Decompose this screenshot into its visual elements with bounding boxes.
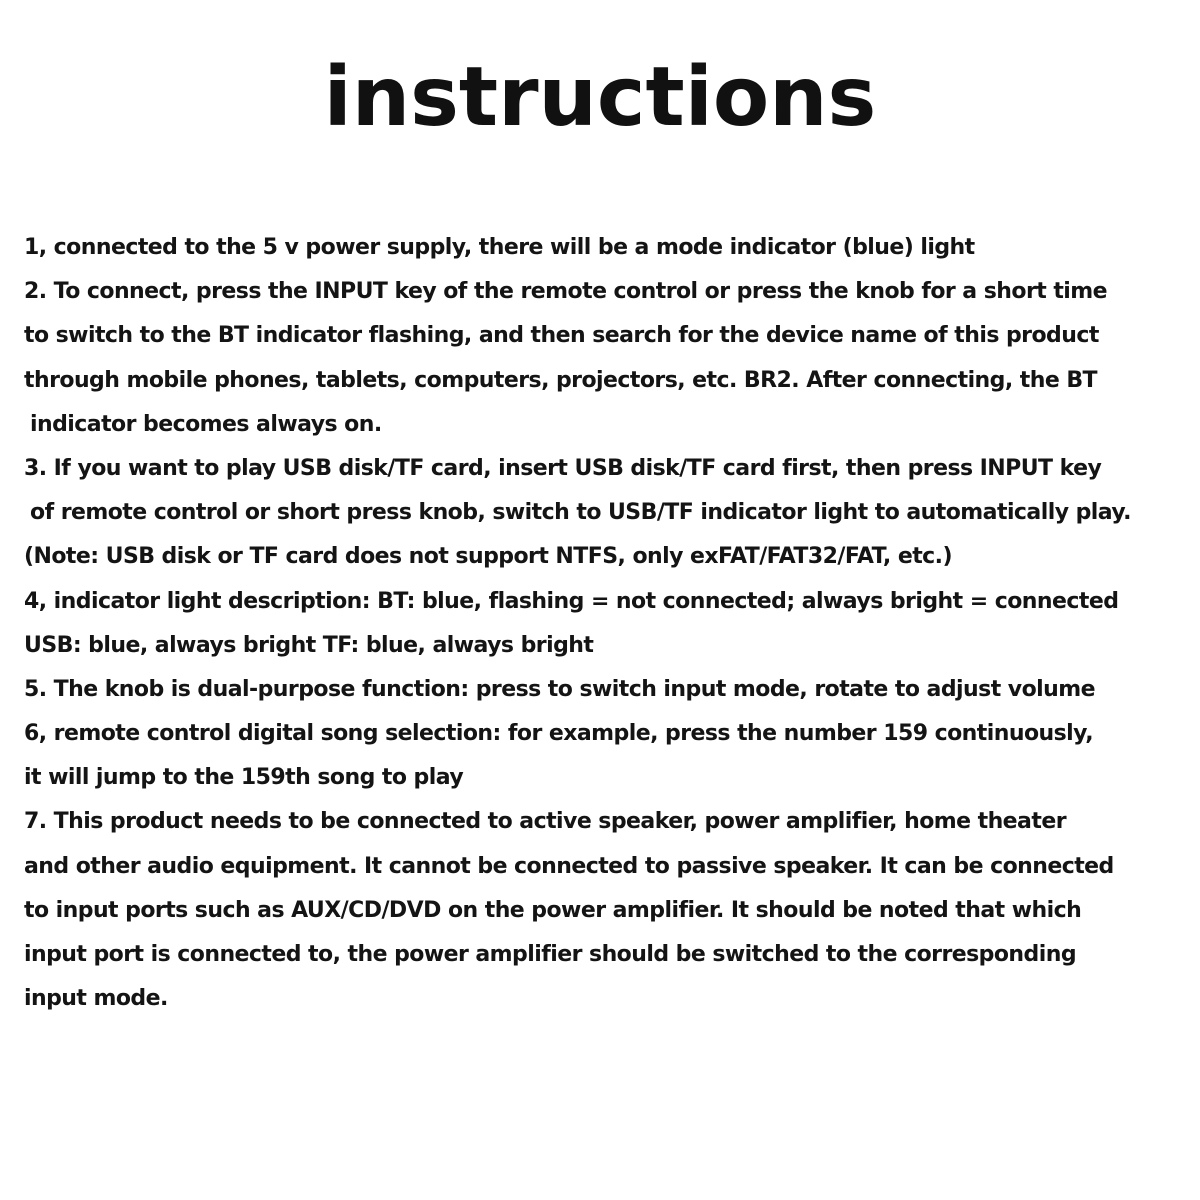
text-line: 4, indicator light description: BT: blue, flashing = not connected; always bright = connected bbox=[24, 588, 1119, 614]
text-line: to input ports such as AUX/CD/DVD on the power amplifier. It should be noted that which bbox=[24, 897, 1082, 923]
text-line: (Note: USB disk or TF card does not support NTFS, only exFAT/FAT32/FAT, etc.) bbox=[24, 544, 952, 570]
text-line: 5. The knob is dual-purpose function: press to switch input mode, rotate to adjust volume bbox=[24, 676, 1095, 702]
text-line: input mode. bbox=[24, 986, 168, 1012]
text-line: 2. To connect, press the INPUT key of the remote control or press the knob for a short time bbox=[24, 279, 1108, 305]
text-line: 6, remote control digital song selection: for example, press the number 159 continuously, bbox=[24, 721, 1094, 747]
instructions-body bbox=[24, 226, 1194, 1021]
text-line: input port is connected to, the power amplifier should be switched to the corresponding bbox=[24, 942, 1077, 967]
text-line: 1, connected to the 5 v power supply, there will be a mode indicator (blue) light bbox=[24, 235, 975, 260]
text-line: to switch to the BT indicator flashing, and then search for the device name of this product bbox=[24, 323, 1099, 349]
text-line: it will jump to the 159th song to play bbox=[24, 765, 464, 791]
text-line: indicator becomes always on. bbox=[30, 411, 382, 437]
text-line: USB: blue, always bright TF: blue, always bright bbox=[24, 632, 594, 658]
text-line: 3. If you want to play USB disk/TF card, insert USB disk/TF card first, then press INPUT key bbox=[24, 455, 1102, 481]
text-line: and other audio equipment. It cannot be connected to passive speaker. It can be connected bbox=[24, 853, 1114, 879]
text-line: 7. This product needs to be connected to active speaker, power amplifier, home theater bbox=[24, 809, 1066, 835]
text-line: through mobile phones, tablets, computers, projectors, etc. BR2. After connecting, the BT bbox=[24, 367, 1098, 393]
page-title: instructions bbox=[323, 50, 877, 145]
text-line: of remote control or short press knob, switch to USB/TF indicator light to automatically play. bbox=[30, 500, 1131, 526]
